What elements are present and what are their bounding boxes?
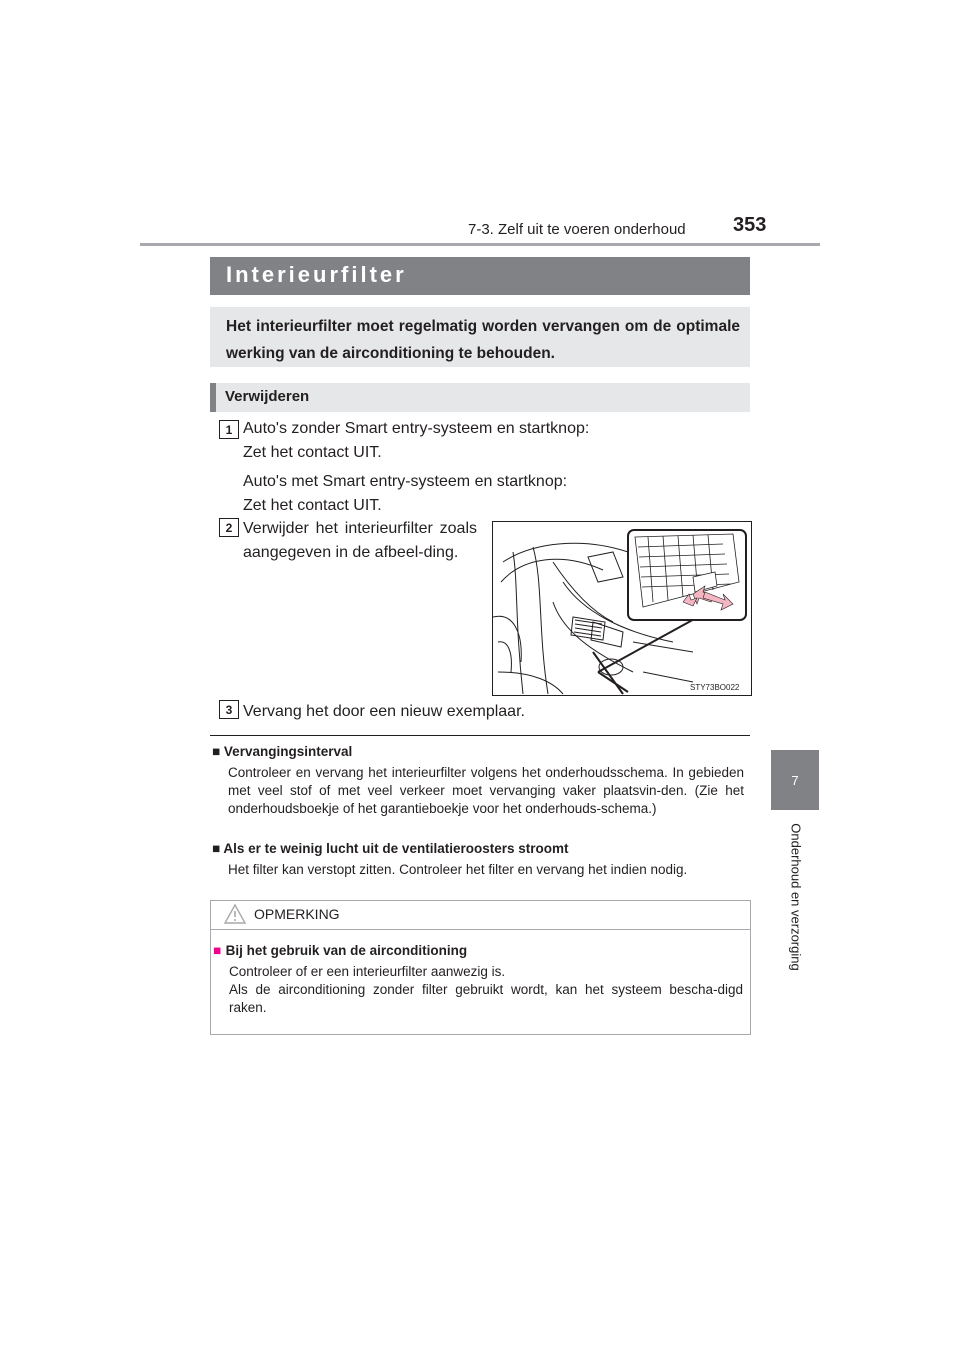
section-rule: [210, 735, 750, 736]
chapter-number: 7: [791, 772, 799, 788]
chapter-title: Onderhoud en verzorging: [788, 823, 804, 971]
warning-triangle-icon: [223, 903, 247, 925]
intro-text: Het interieurfilter moet regelmatig worden vervangen om de optimale werking van de airconditioning te behouden.: [226, 318, 740, 362]
figure-filter-removal: [492, 521, 752, 696]
step-1-line: Auto's zonder Smart entry-systeem en startknop:: [243, 420, 590, 437]
header-rule: [140, 243, 820, 246]
subsection-title: Verwijderen: [225, 388, 310, 405]
note-body: Controleer en vervang het interieurfilter volgens het onderhoudsschema. In gebieden met veel stof of met veel verkeer moet vervanging vaker plaatsvin-den. (Zie het onderhoudsboekje of het garantieboekje voor het onderhouds-schema.): [228, 765, 744, 816]
square-bullet-icon: ■: [212, 841, 221, 856]
caution-line: Als de airconditioning zonder filter gebruikt wordt, kan het systeem bescha-digd raken.: [229, 982, 743, 1015]
caution-title: OPMERKING: [254, 906, 340, 922]
note-heading-text: Vervangingsinterval: [223, 744, 353, 759]
note-heading-text: Als er te weinig lucht uit de ventilatieroosters stroomt: [223, 841, 569, 856]
note-heading: [212, 841, 568, 856]
caution-divider: [211, 929, 750, 930]
step-number-1: 1: [219, 420, 239, 439]
caution-heading-text: Bij het gebruik van de airconditioning: [225, 943, 468, 958]
step-number-2: 2: [219, 518, 239, 537]
subsection-marker: [210, 383, 216, 412]
caution-line: Controleer of er een interieurfilter aanwezig is.: [229, 964, 506, 979]
step-2-text: Verwijder het interieurfilter zoals aangegeven in de afbeel-ding.: [243, 520, 477, 561]
note-heading: [212, 744, 352, 759]
step-number-3: 3: [219, 700, 239, 719]
step-1-text: [243, 417, 589, 518]
step-3-text: Vervang het door een nieuw exemplaar.: [243, 703, 525, 720]
page-number: 353: [733, 214, 767, 236]
square-bullet-icon: ■: [212, 744, 221, 759]
note-vervangingsinterval: [212, 744, 352, 759]
page-title: Interieurfilter: [226, 262, 407, 287]
figure-code: STY73BO022: [690, 683, 740, 692]
step-1-line: Zet het contact UIT.: [243, 497, 382, 514]
step-1-line: Auto's met Smart entry-systeem en startknop:: [243, 473, 568, 490]
step-1-line: Zet het contact UIT.: [243, 444, 382, 461]
section-heading: 7-3. Zelf uit te voeren onderhoud: [468, 221, 686, 238]
square-bullet-icon: ■: [213, 943, 222, 958]
caution-body: [229, 963, 743, 1017]
dashboard-illustration: [493, 522, 751, 695]
note-body: Het filter kan verstopt zitten. Controleer het filter en vervang het indien nodig.: [228, 862, 688, 877]
chapter-tab: [771, 750, 819, 810]
chapter-label: [781, 812, 811, 982]
caution-heading: [213, 942, 467, 960]
note-weinig-lucht: [212, 841, 568, 856]
